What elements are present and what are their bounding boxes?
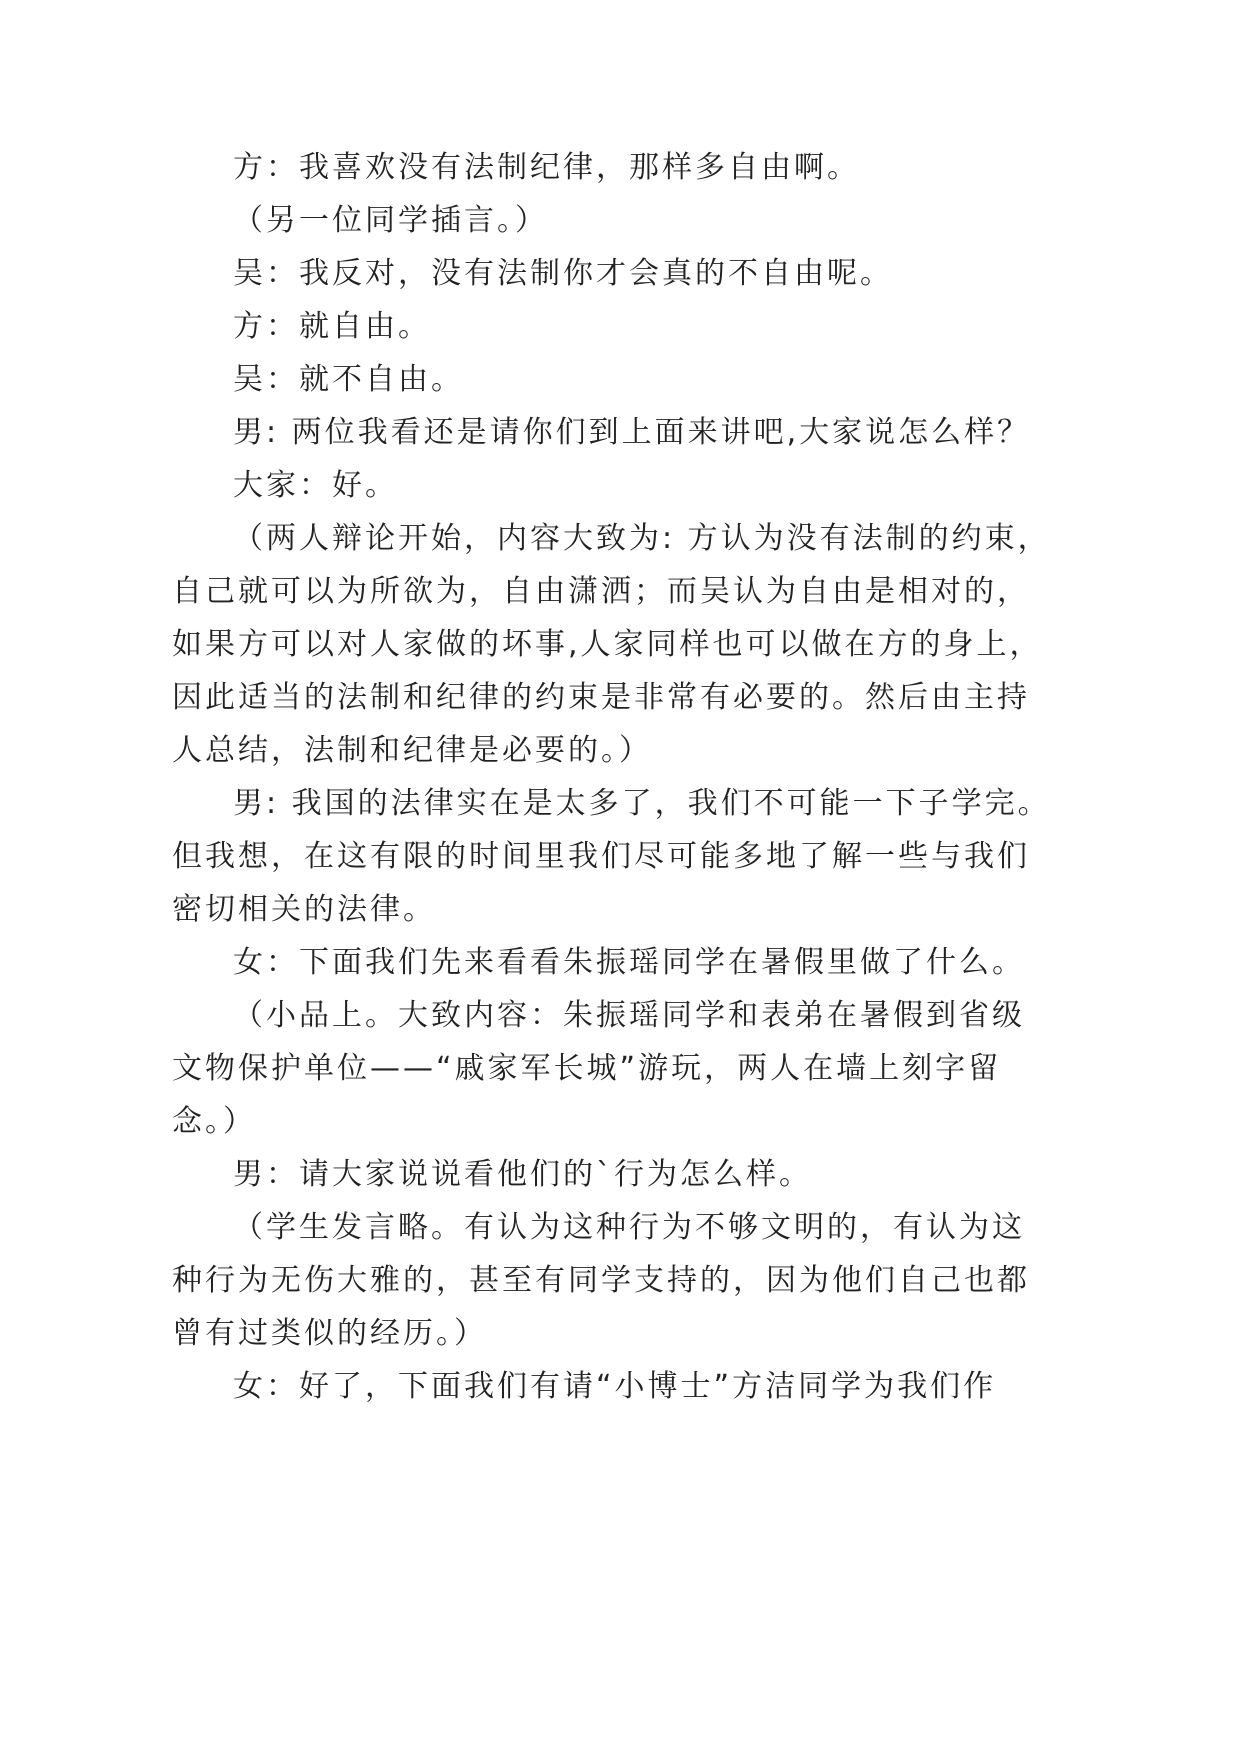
text-line: 方：我喜欢没有法制纪律，那样多自由啊。: [233, 150, 860, 185]
text-line: 种行为无伤大雅的，甚至有同学支持的，因为他们自己也都: [172, 1263, 1030, 1298]
text-line: （学生发言略。有认为这种行为不够文明的，有认为这: [233, 1210, 1025, 1245]
text-line: 男：请大家说说看他们的`行为怎么样。: [233, 1157, 812, 1192]
text-line: 但我想，在这有限的时间里我们尽可能多地了解一些与我们: [172, 839, 1030, 874]
text-line: 方：就自由。: [233, 309, 431, 344]
text-line: 密切相关的法律。: [172, 892, 436, 927]
text-line: （另一位同学插言。）: [233, 203, 548, 238]
text-line: 吴：就不自由。: [233, 362, 464, 397]
text-line: 男: 两位我看还是请你们到上面来讲吧,大家说怎么样？: [233, 415, 1031, 450]
text-line: 吴：我反对，没有法制你才会真的不自由呢。: [233, 256, 893, 291]
text-line: 自己就可以为所欲为，自由潇洒；而吴认为自由是相对的，: [172, 574, 1030, 609]
text-line: 念。）: [172, 1104, 256, 1139]
text-line: 大家：好。: [233, 468, 398, 503]
text-line: 曾有过类似的经历。）: [172, 1316, 487, 1351]
text-line: 女：下面我们先来看看朱振瑶同学在暑假里做了什么。: [233, 945, 1025, 980]
text-line: 人总结，法制和纪律是必要的。）: [172, 733, 652, 768]
text-line: 因此适当的法制和纪律的约束是非常有必要的。然后由主持: [172, 680, 1030, 715]
text-line: （两人辩论开始，内容大致为: 方认为没有法制的约束，: [233, 521, 1051, 556]
text-line: 女：好了，下面我们有请“小博士”方洁同学为我们作: [233, 1369, 997, 1404]
text-line: 如果方可以对人家做的坏事,人家同样也可以做在方的身上，: [172, 627, 1043, 662]
text-line: 文物保护单位——“戚家军长城”游玩，两人在墙上刻字留: [172, 1051, 1002, 1086]
text-line: 男: 我国的法律实在是太多了，我们不可能一下子学完。: [233, 786, 1051, 821]
text-line: （小品上。大致内容：朱振瑶同学和表弟在暑假到省级: [233, 998, 1025, 1033]
